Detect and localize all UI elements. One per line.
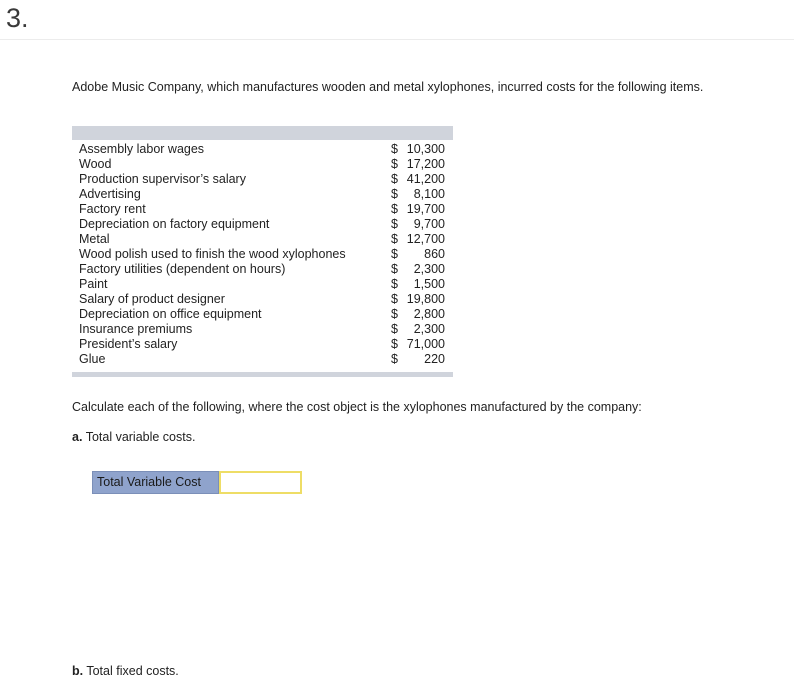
cost-table-row <box>72 217 453 232</box>
cost-amount: 10,300 <box>406 142 445 156</box>
cost-dollar-sign: $ <box>391 157 398 171</box>
cost-amount: 1,500 <box>413 277 445 291</box>
header-divider <box>0 39 794 40</box>
cost-amount: 860 <box>424 247 445 261</box>
cost-item-name: President’s salary <box>79 337 178 351</box>
cost-table <box>72 126 453 377</box>
cost-dollar-sign: $ <box>391 202 398 216</box>
cost-item-name: Factory utilities (dependent on hours) <box>79 262 286 276</box>
cost-item-name: Glue <box>79 352 106 366</box>
cost-amount: 19,700 <box>406 202 445 216</box>
cost-table-row <box>72 142 453 157</box>
part-a-prompt <box>72 430 195 445</box>
part-a-letter: a. <box>72 430 83 444</box>
cost-table-row <box>72 292 453 307</box>
cost-dollar-sign: $ <box>391 322 398 336</box>
cost-table-row <box>72 187 453 202</box>
cost-table-row <box>72 307 453 322</box>
cost-item-name: Insurance premiums <box>79 322 193 336</box>
part-a-text: Total variable costs. <box>85 430 196 444</box>
cost-item-name: Wood <box>79 157 112 171</box>
cost-dollar-sign: $ <box>391 277 398 291</box>
cost-amount: 12,700 <box>406 232 445 246</box>
cost-dollar-sign: $ <box>391 337 398 351</box>
cost-table-row <box>72 232 453 247</box>
cost-table-row <box>72 172 453 187</box>
cost-dollar-sign: $ <box>391 142 398 156</box>
cost-dollar-sign: $ <box>391 247 398 261</box>
cost-item-name: Salary of product designer <box>79 292 225 306</box>
total-variable-cost-label: Total Variable Cost <box>92 471 219 494</box>
cost-item-name: Wood polish used to finish the wood xylophones <box>79 247 346 261</box>
cost-table-row <box>72 277 453 292</box>
cost-table-row <box>72 322 453 337</box>
cost-amount: 2,800 <box>413 307 445 321</box>
question-number: 3. <box>6 3 29 33</box>
part-b-letter: b. <box>72 664 84 678</box>
cost-table-row <box>72 157 453 172</box>
total-variable-cost-answer <box>92 471 302 494</box>
cost-amount: 220 <box>424 352 445 366</box>
instruction-text: Calculate each of the following, where the cost object is the xylophones manufactured by the company: <box>72 400 642 414</box>
cost-table-row <box>72 262 453 277</box>
cost-item-name: Assembly labor wages <box>79 142 205 156</box>
cost-amount: 41,200 <box>406 172 445 186</box>
cost-amount: 71,000 <box>406 337 445 351</box>
cost-table-header-band <box>72 126 453 140</box>
cost-dollar-sign: $ <box>391 217 398 231</box>
cost-amount: 17,200 <box>406 157 445 171</box>
part-b-prompt <box>72 664 179 679</box>
cost-item-name: Paint <box>79 277 108 291</box>
cost-amount: 2,300 <box>413 322 445 336</box>
question-intro-text: Adobe Music Company, which manufactures wooden and metal xylophones, incurred costs for the following items. <box>72 80 704 94</box>
cost-amount: 8,100 <box>413 187 445 201</box>
cost-table-footer-band <box>72 372 453 377</box>
cost-dollar-sign: $ <box>391 187 398 201</box>
cost-amount: 9,700 <box>413 217 445 231</box>
cost-dollar-sign: $ <box>391 232 398 246</box>
cost-item-name: Factory rent <box>79 202 146 216</box>
cost-item-name: Production supervisor’s salary <box>79 172 246 186</box>
cost-table-body <box>72 140 453 367</box>
cost-dollar-sign: $ <box>391 262 398 276</box>
cost-item-name: Metal <box>79 232 110 246</box>
cost-table-row <box>72 337 453 352</box>
cost-item-name: Depreciation on factory equipment <box>79 217 270 231</box>
cost-table-row <box>72 202 453 217</box>
cost-dollar-sign: $ <box>391 292 398 306</box>
cost-amount: 2,300 <box>413 262 445 276</box>
cost-dollar-sign: $ <box>391 352 398 366</box>
cost-item-name: Depreciation on office equipment <box>79 307 262 321</box>
cost-dollar-sign: $ <box>391 172 398 186</box>
part-b-text: Total fixed costs. <box>86 664 179 678</box>
total-variable-cost-input[interactable] <box>219 471 302 494</box>
cost-amount: 19,800 <box>406 292 445 306</box>
cost-table-row <box>72 247 453 262</box>
cost-table-row <box>72 352 453 367</box>
cost-dollar-sign: $ <box>391 307 398 321</box>
cost-item-name: Advertising <box>79 187 141 201</box>
